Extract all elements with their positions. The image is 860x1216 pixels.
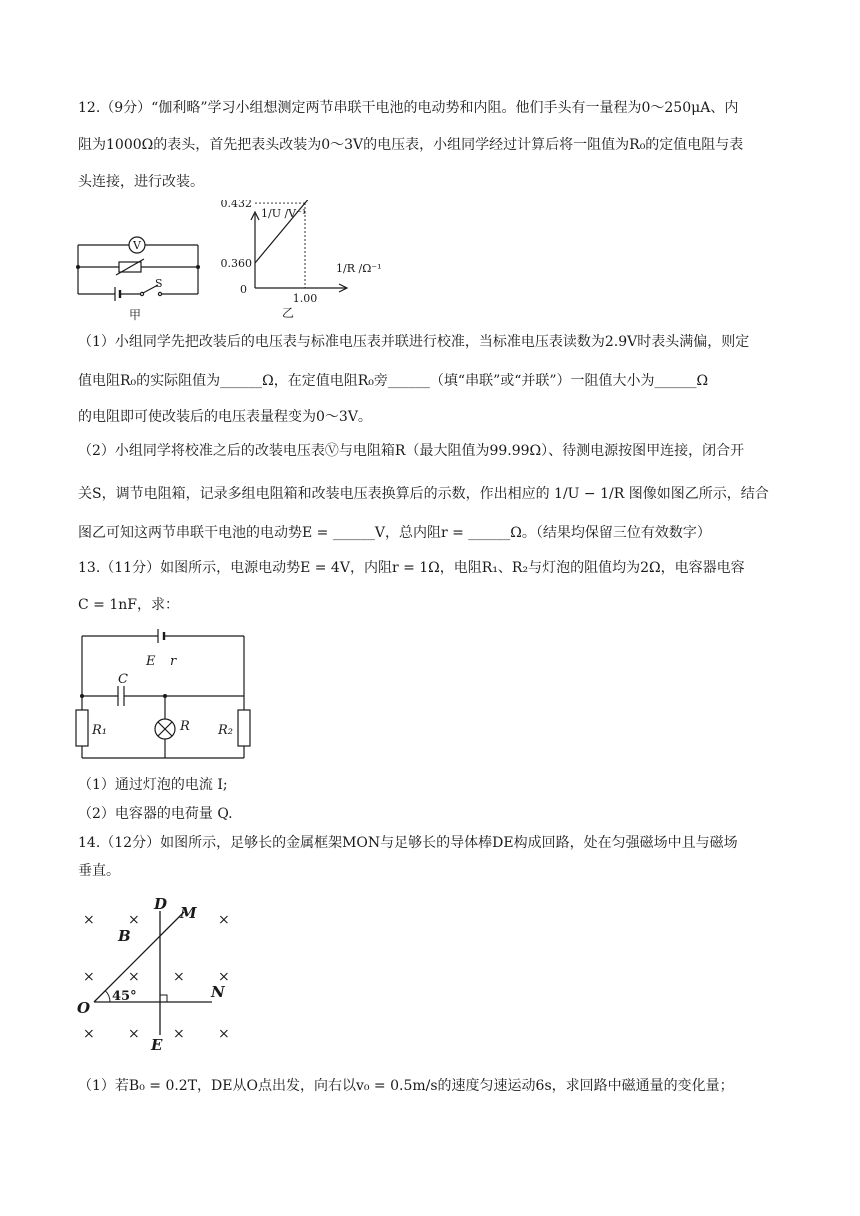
q12-line-1: 12.（9分）“伽利略”学习小组想测定两节串联干电池的电动势和内阻。他们手头有一量程为0～250μA、内 xyxy=(78,100,739,116)
cross-icon: × xyxy=(128,969,140,985)
label-C: C xyxy=(118,672,128,687)
cross-icon: × xyxy=(173,969,185,985)
label-O: O xyxy=(77,999,91,1017)
q12-line-2: 阻为1000Ω的表头，首先把表头改装为0～3V的电压表，小组同学经过计算后将一阻值为R₀的定值电阻与表 xyxy=(78,137,744,153)
label-R: R xyxy=(180,719,190,734)
q12-p2-line-2: 关S，调节电阻箱，记录多组电阻箱和改装电压表换算后的示数，作出相应的 1/U − 1/R 图像如图乙所示，结合 xyxy=(78,486,769,502)
label-D: D xyxy=(154,895,168,913)
q13-sub-2: （2）电容器的电荷量 Q. xyxy=(78,806,233,822)
cross-icon: × xyxy=(173,1026,185,1042)
voltmeter-label: V xyxy=(133,239,141,252)
figure-circuit-q13 xyxy=(72,626,262,761)
label-R1: R₁ xyxy=(92,723,107,738)
q12-p1-line-1: （1）小组同学先把改装后的电压表与标准电压表并联进行校准，当标准电压表读数为2.9V时表头满偏，则定 xyxy=(78,334,750,350)
y-axis-label: 1/U /V⁻¹ xyxy=(261,207,307,220)
x-axis-label: 1/R /Ω⁻¹ xyxy=(336,262,382,275)
cross-icon: × xyxy=(83,1026,95,1042)
angle-label: 45° xyxy=(112,989,137,1004)
caption-jia: 甲 xyxy=(128,308,142,322)
cross-icon: × xyxy=(218,912,230,928)
label-E: E xyxy=(146,654,156,669)
cross-icon: × xyxy=(83,912,95,928)
caption-yi: 乙 xyxy=(281,306,295,320)
y-tick-label-0360: 0.360 xyxy=(220,257,252,271)
cross-icon: × xyxy=(83,969,95,985)
q13-sub-1: （1）通过灯泡的电流 I; xyxy=(78,777,228,793)
y-tick-label-0432: 0.432 xyxy=(220,200,252,211)
label-R2: R₂ xyxy=(218,723,233,738)
figure-circuit-jia xyxy=(70,205,220,325)
figure-frame-q14 xyxy=(72,893,247,1058)
q12-p1-line-2: 值电阻R₀的实际阻值为______Ω，在定值电阻R₀旁______（填“串联”或“并联”）一阻值大小为______Ω xyxy=(78,373,709,389)
x-tick-label-100: 1.00 xyxy=(292,292,318,305)
cross-icon: × xyxy=(128,1026,140,1042)
q14-line-2: 垂直。 xyxy=(78,863,120,879)
cross-icon: × xyxy=(218,969,230,985)
q14-line-1: 14.（12分）如图所示，足够长的金属框架MON与足够长的导体棒DE构成回路，处在匀强磁场中且与磁场 xyxy=(78,835,738,851)
q12-p2-line-1: （2）小组同学将校准之后的改装电压表Ⓥ与电阻箱R（最大阻值为99.99Ω）、待测电源按图甲连接，闭合开 xyxy=(78,443,745,459)
q12-p1-line-3: 的电阻即可使改装后的电压表量程变为0～3V。 xyxy=(78,409,372,425)
cross-icon: × xyxy=(218,1026,230,1042)
q14-sub-1: （1）若B₀ = 0.2T，DE从O点出发，向右以v₀ = 0.5m/s的速度匀速运动6s，求回路中磁通量的变化量； xyxy=(78,1078,734,1094)
label-B: B xyxy=(118,927,131,945)
figure-graph-yi xyxy=(218,200,398,325)
q13-line-2: C = 1nF，求： xyxy=(78,597,179,613)
label-r: r xyxy=(170,654,177,669)
q12-line-3: 头连接，进行改装。 xyxy=(78,174,204,190)
q13-line-1: 13.（11分）如图所示，电源电动势E = 4V，内阻r = 1Ω，电阻R₁、R₂与灯泡的阻值均为2Ω，电容器电容 xyxy=(78,560,745,576)
label-N: N xyxy=(211,983,225,1001)
cross-icon: × xyxy=(128,912,140,928)
origin-label: 0 xyxy=(240,283,247,296)
q12-p2-line-3: 图乙可知这两节串联干电池的电动势E = ______V，总内阻r = ______Ω。（结果均保留三位有效数字） xyxy=(78,525,711,541)
label-M: M xyxy=(180,904,197,922)
label-E-bar: E xyxy=(151,1036,163,1054)
switch-label: S xyxy=(155,277,163,290)
